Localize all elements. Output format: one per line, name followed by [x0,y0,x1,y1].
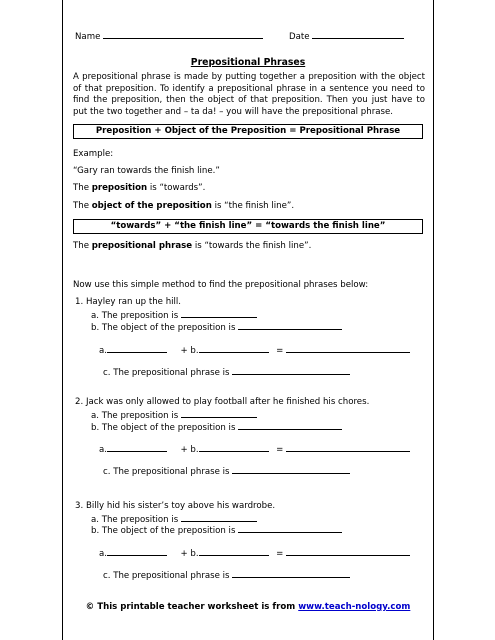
equals-label: = [276,445,284,455]
instructions: Now use this simple method to find the prepositional phrases below: [73,280,369,290]
combo-box: “towards” + “the finish line” = “towards the finish line” [73,219,423,234]
name-label: Name [75,32,101,42]
q3-preposition-blank[interactable] [181,512,257,522]
question-sentence: Billy hid his sister’s toy above his wardrobe. [85,501,276,511]
phrase-label: c. The prepositional phrase is [103,467,230,477]
example-label: Example: [73,149,114,159]
prep-suffix: is “towards”. [149,183,206,193]
question-sentence: Jack was only allowed to play football after he finished his chores. [85,397,370,407]
q1-object [91,320,342,334]
footer-text: © This printable teacher worksheet is from [85,602,296,612]
phrase-suffix: is “towards the finish line”. [194,241,312,251]
q1-combine-row [99,343,410,357]
question-number: 1. [75,297,84,307]
q1-a-blank[interactable] [107,343,167,353]
phrase-label: c. The prepositional phrase is [103,571,230,581]
preposition-label: a. The preposition is [91,515,179,525]
name-blank[interactable] [103,29,263,39]
plus-b-label: + b. [180,346,199,356]
a-label: a. [99,445,107,455]
q1-result-blank[interactable] [286,343,410,353]
q2-combine-row [99,442,410,456]
object-label: b. The object of the preposition is [91,423,236,433]
q3-object-blank[interactable] [238,523,342,533]
obj-bold: object of the preposition [91,201,212,211]
question-1 [75,297,181,308]
example-phrase [73,241,311,252]
page-title: Prepositional Phrases [190,57,306,68]
q3-b-blank[interactable] [199,546,269,556]
q3-combine-row [99,546,410,560]
a-label: a. [99,346,107,356]
q1-object-blank[interactable] [238,320,342,330]
q2-phrase [103,464,350,478]
name-field [75,29,263,43]
prep-prefix: The [73,183,89,193]
q2-object [91,420,342,434]
footer-link[interactable]: www.teach-nology.com [298,602,411,612]
phrase-label: c. The prepositional phrase is [103,368,230,378]
object-label: b. The object of the preposition is [91,323,236,333]
question-sentence: Hayley ran up the hill. [85,297,182,307]
q3-phrase-blank[interactable] [232,568,350,578]
formula-box: Preposition + Object of the Preposition = Prepositional Phrase [73,124,423,139]
q1-preposition-blank[interactable] [181,308,257,318]
question-number: 3. [75,501,84,511]
q2-result-blank[interactable] [286,442,410,452]
q3-phrase [103,568,350,582]
a-label: a. [99,549,107,559]
example-sentence: “Gary ran towards the finish line.” [73,166,220,176]
question-2 [75,397,369,408]
date-blank[interactable] [312,29,404,39]
phrase-prefix: The [73,241,89,251]
q3-object [91,523,342,537]
plus-b-label: + b. [180,445,199,455]
q2-b-blank[interactable] [199,442,269,452]
q2-object-blank[interactable] [238,420,342,430]
q2-phrase-blank[interactable] [232,464,350,474]
obj-suffix: is “the finish line”. [214,201,295,211]
q3-result-blank[interactable] [286,546,410,556]
intro-paragraph: A prepositional phrase is made by putting together a preposition with the object of that preposition. To identify a prepositional phrase in a sentence you need to find the preposition, then the object of that preposition. Then you just have to put the two together and – ta da! – you will have the prepositional phrase. [73,72,425,117]
footer [63,602,433,612]
example-object [73,201,294,212]
equals-label: = [276,549,284,559]
q2-preposition-blank[interactable] [181,408,257,418]
prep-bold: preposition [91,183,148,193]
preposition-label: a. The preposition is [91,411,179,421]
plus-b-label: + b. [180,549,199,559]
preposition-label: a. The preposition is [91,311,179,321]
question-3 [75,501,275,512]
q3-a-blank[interactable] [107,546,167,556]
obj-prefix: The [73,201,89,211]
question-number: 2. [75,397,84,407]
equals-label: = [276,346,284,356]
q1-phrase-blank[interactable] [232,365,350,375]
q1-phrase [103,365,350,379]
worksheet-page [62,0,434,640]
q2-a-blank[interactable] [107,442,167,452]
date-label: Date [289,32,310,42]
q1-b-blank[interactable] [199,343,269,353]
object-label: b. The object of the preposition is [91,526,236,536]
example-preposition [73,183,205,194]
phrase-bold: prepositional phrase [91,241,193,251]
date-field [289,29,404,43]
